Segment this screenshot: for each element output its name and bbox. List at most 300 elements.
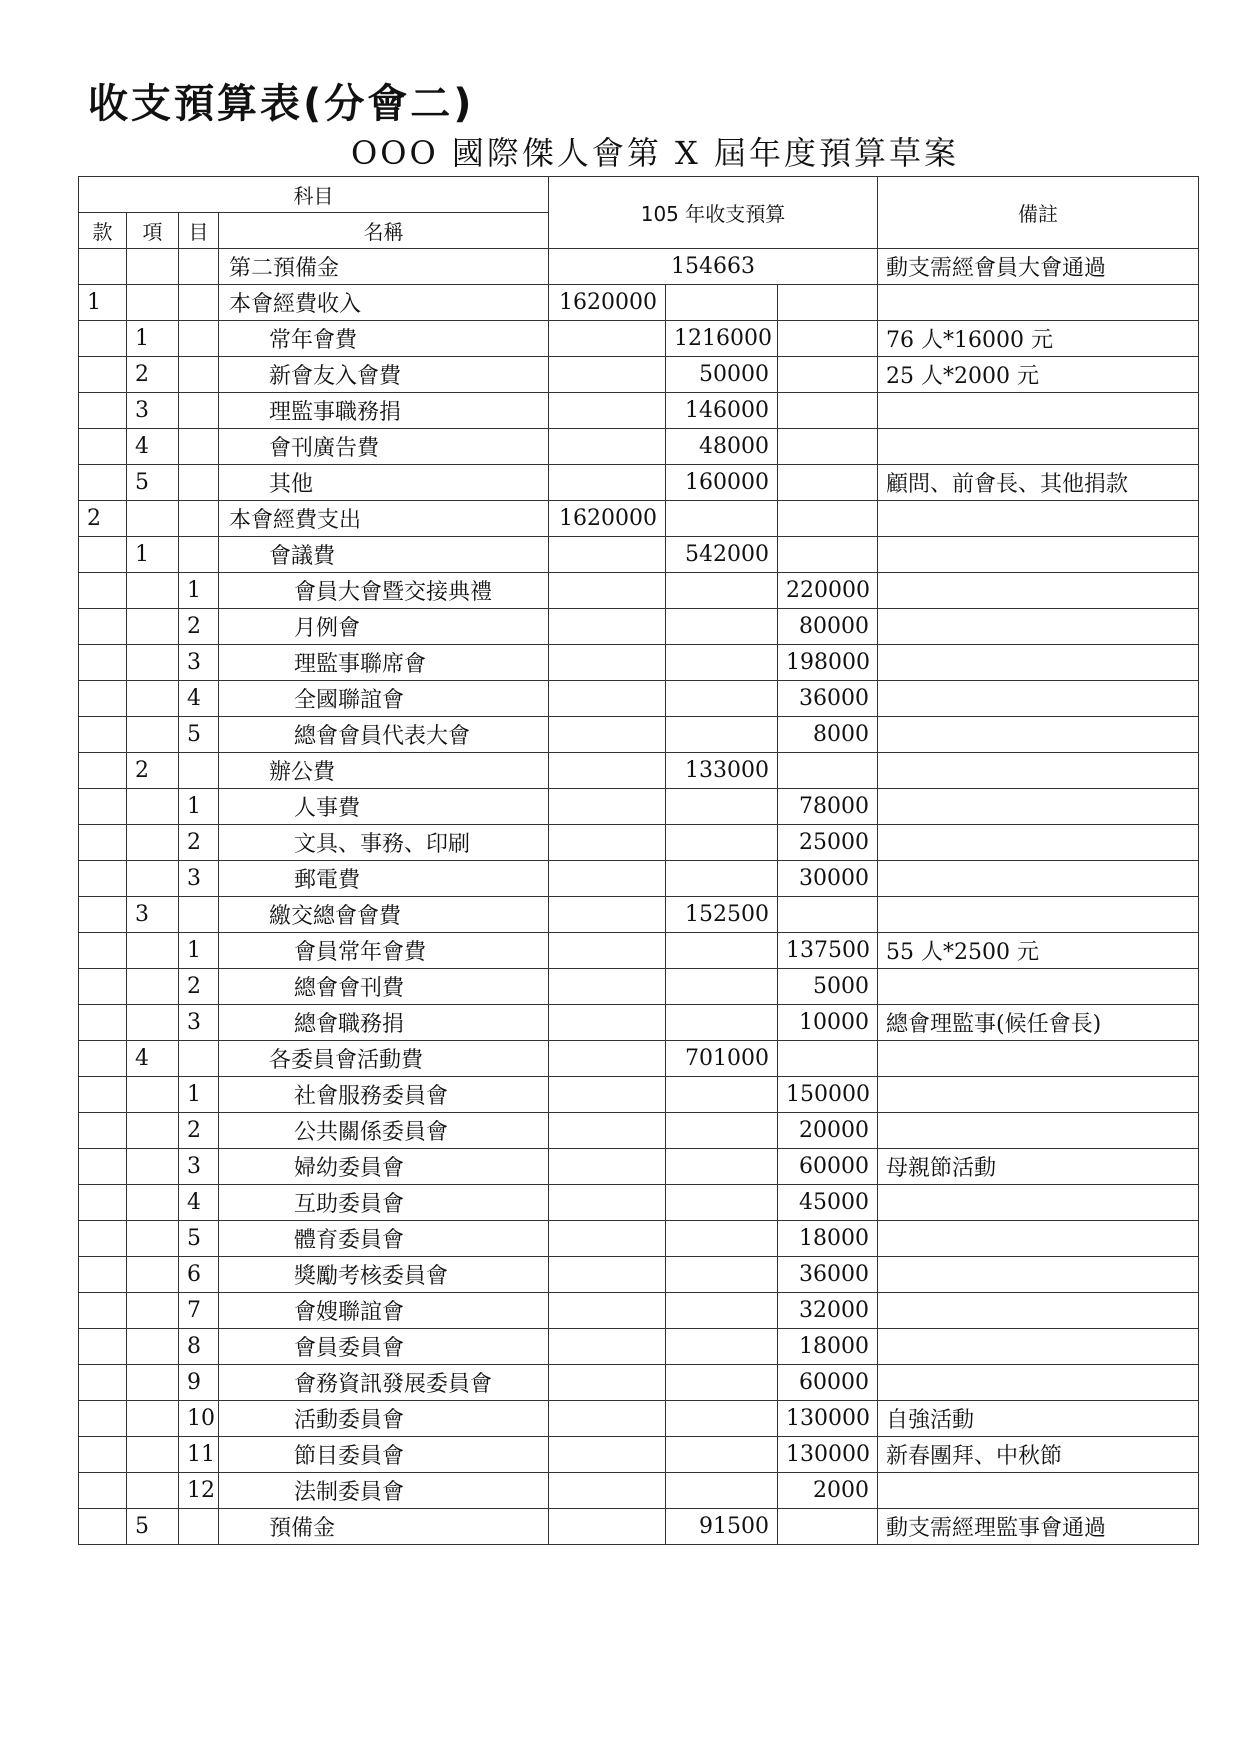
name-cell: 郵電費 bbox=[219, 861, 549, 897]
amount-xiang-cell bbox=[666, 1293, 778, 1329]
amount-xiang-cell: 152500 bbox=[666, 897, 778, 933]
name-cell: 辦公費 bbox=[219, 753, 549, 789]
xiang-cell: 2 bbox=[127, 357, 179, 393]
remark-cell bbox=[878, 1041, 1199, 1077]
mu-cell bbox=[179, 501, 219, 537]
xiang-cell bbox=[127, 1365, 179, 1401]
remark-cell bbox=[878, 1329, 1199, 1365]
amount-kuan-cell: 1620000 bbox=[549, 285, 666, 321]
amount-xiang-cell bbox=[666, 1185, 778, 1221]
amount-xiang-cell: 91500 bbox=[666, 1509, 778, 1545]
table-row bbox=[79, 1401, 1199, 1437]
remark-cell bbox=[878, 1185, 1199, 1221]
mu-cell: 8 bbox=[179, 1329, 219, 1365]
name-cell: 法制委員會 bbox=[219, 1473, 549, 1509]
kuan-cell bbox=[79, 1437, 127, 1473]
name-cell: 人事費 bbox=[219, 789, 549, 825]
kuan-cell bbox=[79, 789, 127, 825]
table-row bbox=[79, 321, 1199, 357]
amount-kuan-cell bbox=[549, 1185, 666, 1221]
amount-kuan-cell bbox=[549, 1329, 666, 1365]
mu-cell: 5 bbox=[179, 1221, 219, 1257]
amount-mu-cell: 8000 bbox=[778, 717, 878, 753]
name-cell: 理監事聯席會 bbox=[219, 645, 549, 681]
table-row bbox=[79, 1221, 1199, 1257]
remark-cell: 母親節活動 bbox=[878, 1149, 1199, 1185]
amount-kuan-cell bbox=[549, 357, 666, 393]
amount-kuan-cell bbox=[549, 573, 666, 609]
remark-cell bbox=[878, 537, 1199, 573]
xiang-cell bbox=[127, 681, 179, 717]
remark-cell: 動支需經理監事會通過 bbox=[878, 1509, 1199, 1545]
name-cell: 會刊廣告費 bbox=[219, 429, 549, 465]
table-row bbox=[79, 861, 1199, 897]
name-cell: 獎勵考核委員會 bbox=[219, 1257, 549, 1293]
table-row bbox=[79, 1149, 1199, 1185]
amount-kuan-cell bbox=[549, 1473, 666, 1509]
table-row bbox=[79, 717, 1199, 753]
name-cell: 各委員會活動費 bbox=[219, 1041, 549, 1077]
kuan-cell: 2 bbox=[79, 501, 127, 537]
name-cell: 會員委員會 bbox=[219, 1329, 549, 1365]
name-cell: 公共關係委員會 bbox=[219, 1113, 549, 1149]
amount-mu-cell: 20000 bbox=[778, 1113, 878, 1149]
table-row bbox=[79, 1005, 1199, 1041]
xiang-cell bbox=[127, 789, 179, 825]
kuan-cell bbox=[79, 1293, 127, 1329]
amount-kuan-cell bbox=[549, 681, 666, 717]
xiang-cell bbox=[127, 717, 179, 753]
amount-kuan-cell bbox=[549, 465, 666, 501]
mu-cell bbox=[179, 249, 219, 285]
xiang-cell bbox=[127, 1437, 179, 1473]
xiang-cell: 1 bbox=[127, 537, 179, 573]
xiang-cell bbox=[127, 1149, 179, 1185]
name-cell: 會嫂聯誼會 bbox=[219, 1293, 549, 1329]
kuan-cell bbox=[79, 861, 127, 897]
remark-cell bbox=[878, 1221, 1199, 1257]
kuan-cell bbox=[79, 609, 127, 645]
remark-cell bbox=[878, 645, 1199, 681]
table-row bbox=[79, 1365, 1199, 1401]
amount-xiang-cell bbox=[666, 861, 778, 897]
kuan-cell bbox=[79, 1509, 127, 1545]
xiang-cell bbox=[127, 1401, 179, 1437]
kuan-cell bbox=[79, 1149, 127, 1185]
name-cell: 婦幼委員會 bbox=[219, 1149, 549, 1185]
amount-mu-cell: 130000 bbox=[778, 1401, 878, 1437]
xiang-cell: 5 bbox=[127, 1509, 179, 1545]
mu-cell: 11 bbox=[179, 1437, 219, 1473]
xiang-cell bbox=[127, 825, 179, 861]
amount-mu-cell bbox=[778, 753, 878, 789]
kuan-cell bbox=[79, 357, 127, 393]
mu-cell bbox=[179, 537, 219, 573]
kuan-cell bbox=[79, 249, 127, 285]
name-cell: 月例會 bbox=[219, 609, 549, 645]
amount-kuan-cell bbox=[549, 1509, 666, 1545]
amount-kuan-cell bbox=[549, 933, 666, 969]
kuan-cell bbox=[79, 465, 127, 501]
xiang-cell bbox=[127, 1077, 179, 1113]
table-row bbox=[79, 681, 1199, 717]
table-row bbox=[79, 393, 1199, 429]
header-xiang: 項 bbox=[127, 213, 179, 249]
kuan-cell bbox=[79, 1365, 127, 1401]
name-cell: 活動委員會 bbox=[219, 1401, 549, 1437]
name-cell: 常年會費 bbox=[219, 321, 549, 357]
xiang-cell bbox=[127, 1221, 179, 1257]
name-cell: 會員常年會費 bbox=[219, 933, 549, 969]
amount-kuan-cell bbox=[549, 1365, 666, 1401]
kuan-cell bbox=[79, 717, 127, 753]
amount-kuan-cell bbox=[549, 753, 666, 789]
remark-cell: 動支需經會員大會通過 bbox=[878, 249, 1199, 285]
name-cell: 節目委員會 bbox=[219, 1437, 549, 1473]
table-row bbox=[79, 537, 1199, 573]
amount-mu-cell: 30000 bbox=[778, 861, 878, 897]
amount-kuan-cell bbox=[549, 1077, 666, 1113]
name-cell: 會議費 bbox=[219, 537, 549, 573]
amount-mu-cell: 10000 bbox=[778, 1005, 878, 1041]
amount-mu-cell bbox=[778, 285, 878, 321]
name-cell: 新會友入會費 bbox=[219, 357, 549, 393]
header-budget: 105 年收支預算 bbox=[549, 177, 878, 249]
mu-cell: 6 bbox=[179, 1257, 219, 1293]
xiang-cell bbox=[127, 1113, 179, 1149]
amount-xiang-cell: 48000 bbox=[666, 429, 778, 465]
kuan-cell: 1 bbox=[79, 285, 127, 321]
amount-xiang-cell bbox=[666, 969, 778, 1005]
remark-cell bbox=[878, 861, 1199, 897]
amount-kuan-cell bbox=[549, 1293, 666, 1329]
amount-mu-cell: 18000 bbox=[778, 1329, 878, 1365]
name-cell: 互助委員會 bbox=[219, 1185, 549, 1221]
mu-cell: 3 bbox=[179, 1005, 219, 1041]
kuan-cell bbox=[79, 429, 127, 465]
amount-mu-cell bbox=[778, 501, 878, 537]
mu-cell: 1 bbox=[179, 933, 219, 969]
table-row bbox=[79, 1329, 1199, 1365]
remark-cell bbox=[878, 429, 1199, 465]
amount-kuan-cell bbox=[549, 1113, 666, 1149]
amount-xiang-cell bbox=[666, 1401, 778, 1437]
mu-cell: 10 bbox=[179, 1401, 219, 1437]
remark-cell bbox=[878, 681, 1199, 717]
amount-mu-cell: 32000 bbox=[778, 1293, 878, 1329]
amount-xiang-cell bbox=[666, 1365, 778, 1401]
document-subtitle: OOO 國際傑人會第 X 屆年度預算草案 bbox=[350, 134, 959, 172]
table-row bbox=[79, 1041, 1199, 1077]
kuan-cell bbox=[79, 1113, 127, 1149]
name-cell: 總會職務捐 bbox=[219, 1005, 549, 1041]
amount-xiang-cell bbox=[666, 645, 778, 681]
mu-cell: 2 bbox=[179, 825, 219, 861]
name-cell: 全國聯誼會 bbox=[219, 681, 549, 717]
mu-cell bbox=[179, 1509, 219, 1545]
remark-cell bbox=[878, 717, 1199, 753]
xiang-cell bbox=[127, 645, 179, 681]
remark-cell: 新春團拜、中秋節 bbox=[878, 1437, 1199, 1473]
kuan-cell bbox=[79, 645, 127, 681]
remark-cell bbox=[878, 825, 1199, 861]
table-header bbox=[79, 177, 1199, 249]
amount-mu-cell bbox=[778, 1509, 878, 1545]
table-row bbox=[79, 429, 1199, 465]
xiang-cell bbox=[127, 609, 179, 645]
xiang-cell bbox=[127, 933, 179, 969]
name-cell: 總會會員代表大會 bbox=[219, 717, 549, 753]
xiang-cell bbox=[127, 249, 179, 285]
table-row bbox=[79, 1113, 1199, 1149]
remark-cell bbox=[878, 1257, 1199, 1293]
amount-mu-cell: 45000 bbox=[778, 1185, 878, 1221]
mu-cell: 7 bbox=[179, 1293, 219, 1329]
mu-cell: 4 bbox=[179, 1185, 219, 1221]
amount-xiang-cell bbox=[666, 1005, 778, 1041]
name-cell: 本會經費收入 bbox=[219, 285, 549, 321]
amount-mu-cell: 36000 bbox=[778, 681, 878, 717]
amount-kuan-cell bbox=[549, 393, 666, 429]
mu-cell: 2 bbox=[179, 969, 219, 1005]
amount-kuan-cell bbox=[549, 1041, 666, 1077]
xiang-cell bbox=[127, 285, 179, 321]
amount-mu-cell bbox=[778, 429, 878, 465]
kuan-cell bbox=[79, 393, 127, 429]
amount-mu-cell: 36000 bbox=[778, 1257, 878, 1293]
amount-xiang-cell: 542000 bbox=[666, 537, 778, 573]
amount-kuan-cell bbox=[549, 1437, 666, 1473]
amount-kuan-cell bbox=[549, 609, 666, 645]
xiang-cell: 2 bbox=[127, 753, 179, 789]
amount-xiang-cell bbox=[666, 789, 778, 825]
mu-cell: 3 bbox=[179, 1149, 219, 1185]
remark-cell bbox=[878, 393, 1199, 429]
table-row bbox=[79, 969, 1199, 1005]
amount-kuan-cell bbox=[549, 321, 666, 357]
table-row bbox=[79, 933, 1199, 969]
xiang-cell: 4 bbox=[127, 1041, 179, 1077]
table-row bbox=[79, 501, 1199, 537]
amount-cell: 154663 bbox=[549, 249, 878, 285]
amount-xiang-cell bbox=[666, 933, 778, 969]
mu-cell bbox=[179, 393, 219, 429]
remark-cell bbox=[878, 1113, 1199, 1149]
name-cell: 文具、事務、印刷 bbox=[219, 825, 549, 861]
mu-cell bbox=[179, 285, 219, 321]
mu-cell bbox=[179, 321, 219, 357]
name-cell: 預備金 bbox=[219, 1509, 549, 1545]
amount-mu-cell bbox=[778, 537, 878, 573]
remark-cell: 55 人*2500 元 bbox=[878, 933, 1199, 969]
kuan-cell bbox=[79, 573, 127, 609]
amount-kuan-cell bbox=[549, 537, 666, 573]
remark-cell: 顧問、前會長、其他捐款 bbox=[878, 465, 1199, 501]
table-row bbox=[79, 753, 1199, 789]
amount-mu-cell bbox=[778, 357, 878, 393]
mu-cell: 1 bbox=[179, 1077, 219, 1113]
name-cell: 本會經費支出 bbox=[219, 501, 549, 537]
name-cell: 社會服務委員會 bbox=[219, 1077, 549, 1113]
table-row bbox=[79, 1509, 1199, 1545]
amount-kuan-cell bbox=[549, 1401, 666, 1437]
name-cell: 體育委員會 bbox=[219, 1221, 549, 1257]
amount-mu-cell bbox=[778, 1041, 878, 1077]
amount-mu-cell: 198000 bbox=[778, 645, 878, 681]
amount-mu-cell: 78000 bbox=[778, 789, 878, 825]
xiang-cell: 3 bbox=[127, 897, 179, 933]
amount-xiang-cell: 50000 bbox=[666, 357, 778, 393]
remark-cell bbox=[878, 1077, 1199, 1113]
header-mu: 目 bbox=[179, 213, 219, 249]
remark-cell: 76 人*16000 元 bbox=[878, 321, 1199, 357]
remark-cell bbox=[878, 969, 1199, 1005]
name-cell: 會員大會暨交接典禮 bbox=[219, 573, 549, 609]
amount-xiang-cell bbox=[666, 1113, 778, 1149]
amount-mu-cell: 60000 bbox=[778, 1149, 878, 1185]
table-row bbox=[79, 1257, 1199, 1293]
mu-cell: 1 bbox=[179, 789, 219, 825]
kuan-cell bbox=[79, 681, 127, 717]
table-row bbox=[79, 1473, 1199, 1509]
mu-cell bbox=[179, 753, 219, 789]
amount-kuan-cell bbox=[549, 969, 666, 1005]
remark-cell bbox=[878, 1293, 1199, 1329]
kuan-cell bbox=[79, 1401, 127, 1437]
remark-cell bbox=[878, 1365, 1199, 1401]
amount-xiang-cell bbox=[666, 1329, 778, 1365]
amount-mu-cell: 5000 bbox=[778, 969, 878, 1005]
amount-xiang-cell bbox=[666, 717, 778, 753]
amount-mu-cell: 18000 bbox=[778, 1221, 878, 1257]
kuan-cell bbox=[79, 969, 127, 1005]
remark-cell bbox=[878, 285, 1199, 321]
amount-kuan-cell bbox=[549, 1005, 666, 1041]
amount-kuan-cell bbox=[549, 1221, 666, 1257]
xiang-cell bbox=[127, 501, 179, 537]
amount-xiang-cell: 146000 bbox=[666, 393, 778, 429]
amount-xiang-cell bbox=[666, 681, 778, 717]
kuan-cell bbox=[79, 1005, 127, 1041]
amount-kuan-cell bbox=[549, 1149, 666, 1185]
kuan-cell bbox=[79, 1221, 127, 1257]
xiang-cell bbox=[127, 1185, 179, 1221]
amount-kuan-cell bbox=[549, 645, 666, 681]
kuan-cell bbox=[79, 1041, 127, 1077]
remark-cell: 自強活動 bbox=[878, 1401, 1199, 1437]
table-row bbox=[79, 1077, 1199, 1113]
xiang-cell: 5 bbox=[127, 465, 179, 501]
kuan-cell bbox=[79, 1185, 127, 1221]
header-name: 名稱 bbox=[219, 213, 549, 249]
header-kuan: 款 bbox=[79, 213, 127, 249]
mu-cell: 4 bbox=[179, 681, 219, 717]
table-row bbox=[79, 897, 1199, 933]
mu-cell bbox=[179, 897, 219, 933]
document-title: 收支預算表(分會二) bbox=[88, 81, 475, 127]
amount-xiang-cell bbox=[666, 1437, 778, 1473]
amount-mu-cell bbox=[778, 897, 878, 933]
kuan-cell bbox=[79, 1473, 127, 1509]
amount-kuan-cell bbox=[549, 789, 666, 825]
remark-cell bbox=[878, 753, 1199, 789]
table-row bbox=[79, 285, 1199, 321]
mu-cell: 1 bbox=[179, 573, 219, 609]
table-row bbox=[79, 1185, 1199, 1221]
amount-mu-cell: 220000 bbox=[778, 573, 878, 609]
amount-xiang-cell: 160000 bbox=[666, 465, 778, 501]
remark-cell bbox=[878, 1473, 1199, 1509]
xiang-cell bbox=[127, 573, 179, 609]
kuan-cell bbox=[79, 933, 127, 969]
xiang-cell bbox=[127, 1257, 179, 1293]
remark-cell bbox=[878, 573, 1199, 609]
xiang-cell: 1 bbox=[127, 321, 179, 357]
table-row bbox=[79, 357, 1199, 393]
budget-table bbox=[78, 176, 1199, 1545]
amount-kuan-cell bbox=[549, 1257, 666, 1293]
xiang-cell: 3 bbox=[127, 393, 179, 429]
amount-xiang-cell bbox=[666, 573, 778, 609]
name-cell: 繳交總會會費 bbox=[219, 897, 549, 933]
mu-cell: 2 bbox=[179, 609, 219, 645]
kuan-cell bbox=[79, 537, 127, 573]
mu-cell: 5 bbox=[179, 717, 219, 753]
remark-cell bbox=[878, 897, 1199, 933]
amount-xiang-cell: 701000 bbox=[666, 1041, 778, 1077]
amount-xiang-cell bbox=[666, 1221, 778, 1257]
name-cell: 理監事職務捐 bbox=[219, 393, 549, 429]
amount-kuan-cell bbox=[549, 897, 666, 933]
table-row bbox=[79, 573, 1199, 609]
remark-cell: 總會理監事(候任會長) bbox=[878, 1005, 1199, 1041]
mu-cell bbox=[179, 1041, 219, 1077]
remark-cell bbox=[878, 501, 1199, 537]
amount-mu-cell bbox=[778, 393, 878, 429]
xiang-cell bbox=[127, 1473, 179, 1509]
table-row bbox=[79, 1437, 1199, 1473]
kuan-cell bbox=[79, 1077, 127, 1113]
kuan-cell bbox=[79, 321, 127, 357]
remark-cell: 25 人*2000 元 bbox=[878, 357, 1199, 393]
name-cell: 其他 bbox=[219, 465, 549, 501]
amount-xiang-cell bbox=[666, 285, 778, 321]
amount-xiang-cell bbox=[666, 1077, 778, 1113]
mu-cell: 3 bbox=[179, 861, 219, 897]
amount-kuan-cell bbox=[549, 717, 666, 753]
mu-cell bbox=[179, 465, 219, 501]
kuan-cell bbox=[79, 897, 127, 933]
amount-kuan-cell bbox=[549, 429, 666, 465]
table-row bbox=[79, 1293, 1199, 1329]
table-row bbox=[79, 789, 1199, 825]
amount-kuan-cell bbox=[549, 861, 666, 897]
amount-mu-cell: 60000 bbox=[778, 1365, 878, 1401]
mu-cell: 9 bbox=[179, 1365, 219, 1401]
kuan-cell bbox=[79, 753, 127, 789]
xiang-cell: 4 bbox=[127, 429, 179, 465]
kuan-cell bbox=[79, 825, 127, 861]
name-cell: 會務資訊發展委員會 bbox=[219, 1365, 549, 1401]
table-row bbox=[79, 609, 1199, 645]
amount-kuan-cell: 1620000 bbox=[549, 501, 666, 537]
amount-mu-cell: 130000 bbox=[778, 1437, 878, 1473]
kuan-cell bbox=[79, 1257, 127, 1293]
amount-xiang-cell bbox=[666, 1473, 778, 1509]
xiang-cell bbox=[127, 1293, 179, 1329]
amount-mu-cell: 80000 bbox=[778, 609, 878, 645]
amount-mu-cell: 2000 bbox=[778, 1473, 878, 1509]
